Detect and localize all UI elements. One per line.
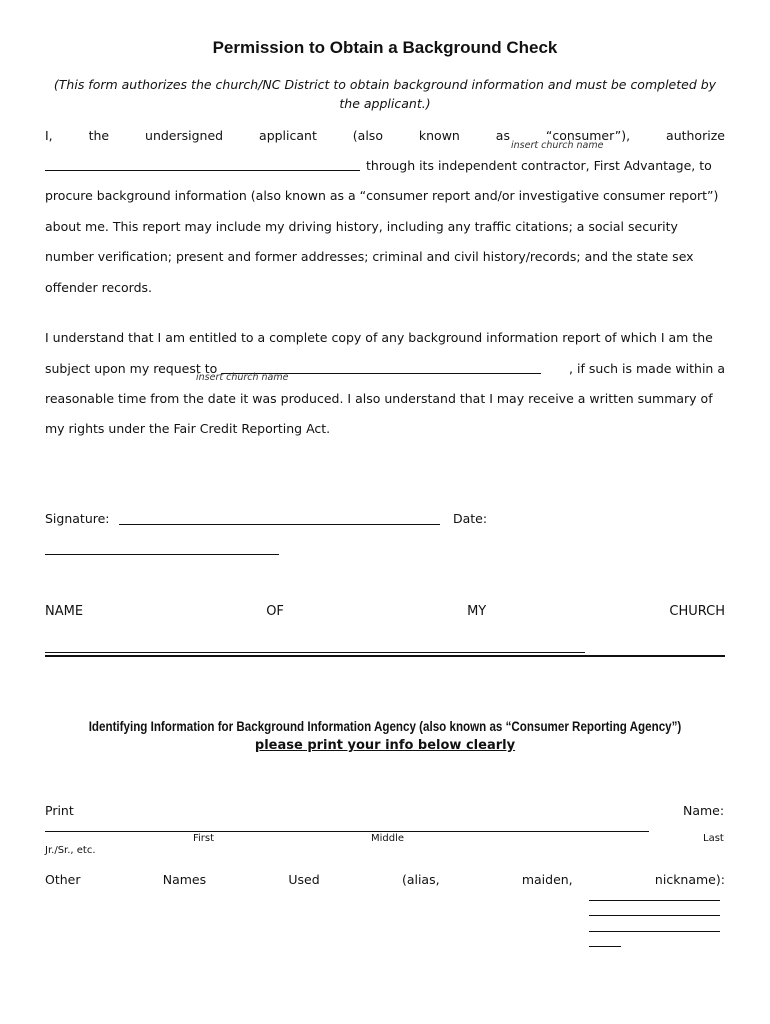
- word: Used: [288, 872, 320, 887]
- signature-label: Signature:: [45, 511, 110, 526]
- other-names-field-2[interactable]: [589, 915, 720, 916]
- para1-line3: procure background information (also known as a “consumer report and/or investigative consumer report”): [45, 188, 719, 203]
- print-label: Print: [45, 803, 74, 818]
- word: CHURCH: [669, 604, 725, 619]
- page-subtitle: (This form authorizes the church/NC District to obtain background information and must be completed by the applicant.): [53, 77, 717, 111]
- para1-line2: [45, 158, 725, 173]
- word: NAME: [45, 604, 84, 619]
- word: (alias,: [401, 872, 440, 887]
- word: Other: [45, 872, 81, 887]
- full-name-field[interactable]: [45, 831, 649, 832]
- para2-line4: my rights under the Fair Credit Reporting Act.: [45, 421, 331, 436]
- last-label: Last: [703, 833, 724, 844]
- word: (also: [352, 128, 383, 143]
- word: “consumer”),: [545, 128, 631, 143]
- para2-line1: I understand that I am entitled to a complete copy of any background information report of which I am the: [45, 330, 713, 345]
- word: OF: [266, 604, 284, 619]
- date-field[interactable]: [45, 554, 279, 555]
- para1-line1: [45, 128, 725, 143]
- print-instruction: please print your info below clearly: [254, 738, 516, 753]
- suffix-label: Jr./Sr., etc.: [45, 845, 96, 856]
- other-names-field-1[interactable]: [589, 900, 720, 901]
- request-church-hint: insert church name: [196, 372, 289, 383]
- middle-label: Middle: [371, 833, 405, 844]
- church-name-blank[interactable]: [45, 158, 360, 171]
- text: subject upon my request to: [45, 361, 218, 376]
- word: authorize: [666, 128, 725, 143]
- para2-line2: [45, 361, 725, 376]
- word: MY: [467, 604, 487, 619]
- word: the: [88, 128, 110, 143]
- other-names-field-3[interactable]: [589, 931, 720, 932]
- para2-line3: reasonable time from the date it was produced. I also understand that I may receive a written summary of: [45, 391, 713, 406]
- church-name-hint: insert church name: [511, 140, 604, 151]
- word: known: [418, 128, 460, 143]
- agency-heading: Identifying Information for Background Information Agency (also known as “Consumer Reporting Agency”): [88, 719, 682, 734]
- text: through its independent contractor, First Advantage, to: [366, 158, 712, 173]
- para1-line4: about me. This report may include my driving history, including any traffic citations; a social security: [45, 219, 678, 234]
- para1-line5: number verification; present and former addresses; criminal and civil history/records; and the state sex: [45, 249, 694, 264]
- word: undersigned: [145, 128, 224, 143]
- word: applicant: [259, 128, 317, 143]
- church-name-field[interactable]: [45, 652, 585, 653]
- first-label: First: [193, 833, 215, 844]
- other-names-field-4[interactable]: [589, 946, 621, 947]
- signature-field[interactable]: [119, 524, 440, 525]
- page-title: Permission to Obtain a Background Check: [212, 38, 558, 57]
- text: , if such is made within a: [569, 361, 725, 376]
- other-names-line: [45, 872, 725, 887]
- word: maiden,: [521, 872, 573, 887]
- para1-line6: offender records.: [45, 280, 153, 295]
- word: nickname):: [654, 872, 725, 887]
- word: Names: [162, 872, 207, 887]
- section-divider: [45, 655, 725, 657]
- name-label: Name:: [683, 803, 725, 818]
- word: as: [495, 128, 510, 143]
- date-label: Date:: [453, 511, 488, 526]
- church-name-line: [45, 604, 725, 619]
- word: I,: [45, 128, 53, 143]
